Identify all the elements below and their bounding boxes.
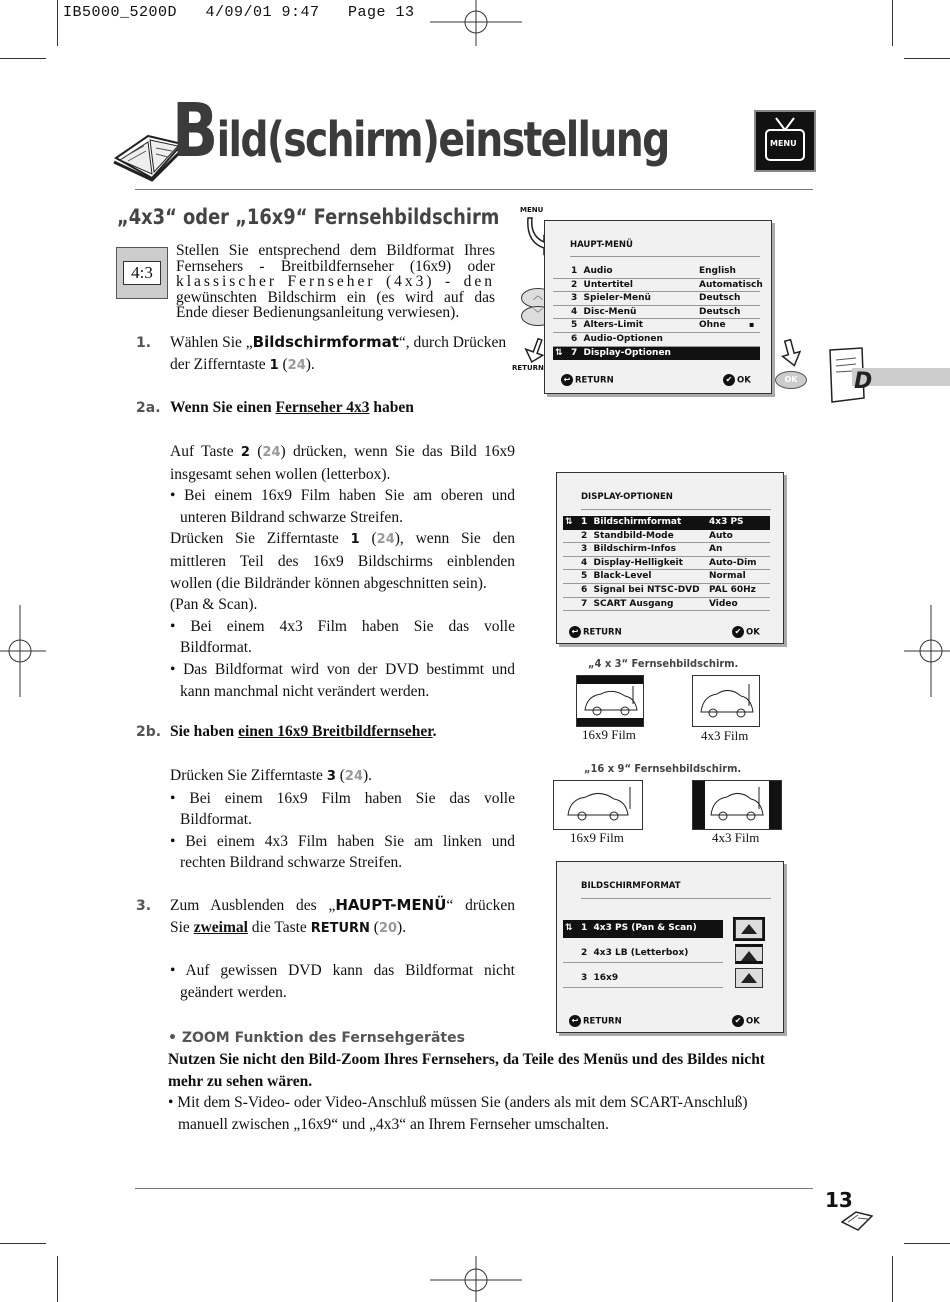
text: haben — [369, 399, 414, 416]
body-line: insgesamt sehen wollen (letterbox). — [170, 465, 391, 483]
tv-menu-icon — [754, 110, 816, 172]
menu-item-label: 1 Audio — [571, 266, 613, 276]
return-icon: ↩ — [569, 626, 581, 638]
key-label: 2 — [240, 445, 250, 460]
print-header: IB5000_5200D 4/09/01 9:47 Page 13 — [63, 4, 415, 21]
menu-item[interactable] — [553, 265, 760, 279]
text: zweimal — [193, 918, 248, 936]
menu-item-value: Auto — [709, 530, 733, 541]
title-rule — [135, 189, 813, 190]
body-line — [170, 765, 515, 788]
crop-mark — [0, 1243, 46, 1244]
menu-item-label: 2 Standbild-Mode — [581, 530, 674, 541]
page-number: 13 — [825, 1188, 853, 1212]
page-title — [172, 88, 669, 174]
up-down-arrows-icon: ⇅ — [565, 923, 573, 933]
menu-item[interactable] — [563, 945, 723, 963]
menu-item-value: 4x3 PS — [709, 517, 744, 527]
menu-item[interactable] — [563, 598, 770, 612]
down-arrow-icon — [780, 338, 804, 368]
menu-item-value: English — [699, 266, 736, 276]
figure-label: 4x3 Film — [712, 830, 760, 845]
text: . — [432, 723, 437, 740]
step-number: 2a. — [136, 400, 161, 416]
title-rest: ild(schirm)einstellung — [216, 112, 669, 168]
body-line: • Bei einem 4x3 Film haben Sie am linken und — [170, 832, 515, 850]
language-letter: D — [854, 369, 873, 394]
menu-item[interactable] — [553, 292, 760, 306]
intro-line: Fernsehers - Breitbildfernseher (16x9) oder — [176, 257, 495, 275]
menu-ok[interactable] — [732, 626, 760, 638]
step2b-body — [170, 765, 515, 874]
text: ), wenn Sie den — [394, 530, 516, 548]
step-number: 2b. — [136, 724, 162, 740]
menu-item-label: 6 Signal bei NTSC-DVD — [581, 584, 700, 595]
text: ). — [305, 355, 315, 373]
tv-screen-full — [692, 675, 760, 727]
key-label: RETURN — [310, 920, 370, 936]
menu-item[interactable] — [563, 570, 770, 584]
menu-title: BILDSCHIRMFORMAT — [581, 881, 681, 891]
menu-item[interactable] — [563, 920, 723, 938]
step3-text — [170, 895, 515, 1003]
menu-item-label: 1 Bildschirmformat — [581, 517, 682, 527]
body-line: • Bei einem 16x9 Film haben Sie das volle — [170, 789, 515, 807]
lock-icon: ▪ — [749, 320, 755, 330]
menu-item-value: Normal — [709, 571, 746, 582]
menu-item-label: 4 Display-Helligkeit — [581, 557, 683, 568]
check-icon: ✔ — [723, 374, 735, 386]
menu-item-label: 5 Alters-Limit — [571, 320, 644, 331]
return-arrow-icon — [522, 336, 546, 364]
body-line: wollen (die Bildränder können abgeschnitten sein). — [170, 574, 487, 592]
registration-mark-icon — [0, 605, 46, 697]
intro-line: gewünschten Bildschirm ein (es wird auf das — [176, 288, 495, 306]
section-heading: „4x3“ oder „16x9“ Fernsehbildschirm — [117, 205, 500, 229]
menu-item[interactable] — [563, 557, 770, 571]
menu-item-label: 3 Spieler-Menü — [571, 293, 651, 304]
crop-mark — [892, 1256, 893, 1302]
check-icon: ✔ — [732, 1015, 744, 1027]
key-ref: 24 — [376, 532, 395, 548]
ok-button[interactable]: OK — [775, 371, 807, 389]
text: Zum Ausblenden des „ — [170, 897, 336, 914]
menu-item-label: 4 Disc-Menü — [571, 306, 637, 317]
menu-item-label: 2 Untertitel — [571, 279, 633, 290]
zoom-note: manuell zwischen „16x9“ und „4x3“ an Ihrem Fernseher umschalten. — [178, 1115, 609, 1133]
text: ). — [363, 767, 373, 784]
remote-return-label: RETURN — [512, 364, 544, 372]
text: ( — [369, 918, 379, 936]
return-label: RETURN — [583, 627, 622, 638]
key-ref: 24 — [344, 769, 363, 784]
menu-item[interactable] — [553, 347, 760, 361]
menu-item[interactable] — [563, 584, 770, 598]
ok-label: OK — [737, 375, 751, 386]
book-icon — [840, 1206, 874, 1232]
zoom-section — [168, 1028, 814, 1135]
menu-item-label: 5 Black-Level — [581, 571, 652, 582]
body-line: • Das Bildformat wird von der DVD bestimmt und — [170, 660, 515, 678]
menu-item[interactable] — [553, 333, 760, 347]
text: “ drücken — [446, 897, 515, 914]
figure-label: 16x9 Film — [582, 727, 636, 742]
text: einen 16x9 Breitbildfernseher — [238, 723, 433, 740]
figure-caption: „16 x 9“ Fernsehbildschirm. — [584, 762, 742, 775]
tv-screen-wide — [553, 780, 643, 830]
note: geändert werden. — [180, 983, 287, 1001]
key-ref: 24 — [287, 357, 306, 373]
menu-title: DISPLAY-OPTIONEN — [581, 492, 673, 502]
step2b-heading — [170, 721, 437, 743]
menu-item-value: Auto-Dim — [709, 557, 757, 568]
intro-text — [176, 243, 495, 321]
step1-text — [170, 332, 515, 376]
menu-item-value: An — [709, 544, 723, 555]
crop-mark — [904, 1243, 950, 1244]
footer-rule — [135, 1188, 813, 1189]
menu-item-label: 7 Display-Optionen — [571, 347, 671, 358]
tv-menu-label: MENU — [770, 139, 797, 148]
menu-item[interactable] — [563, 530, 770, 544]
remote-menu-label: MENU — [520, 206, 544, 214]
widescreen-icon — [735, 968, 763, 988]
menu-item[interactable] — [553, 319, 760, 333]
text: Sie — [170, 918, 194, 936]
format-badge — [116, 247, 168, 299]
check-icon: ✔ — [732, 626, 744, 638]
menu-item-value: Video — [709, 598, 738, 609]
figure-label: 16x9 Film — [570, 830, 624, 845]
car-icon — [558, 785, 638, 825]
menu-return[interactable] — [561, 374, 614, 386]
text: ( — [278, 355, 288, 373]
body-line: unteren Bildrand schwarze Streifen. — [180, 508, 403, 526]
menu-ok[interactable] — [723, 374, 751, 386]
menu-item[interactable] — [553, 279, 763, 293]
registration-mark-icon — [904, 605, 950, 697]
text: ( — [359, 530, 377, 548]
menu-item[interactable] — [563, 543, 770, 557]
menu-item-label: 3 Bildschirm-Infos — [581, 544, 676, 555]
text: “, durch Drücken — [398, 334, 507, 351]
pan-scan-icon — [735, 919, 763, 939]
text: ( — [249, 443, 263, 460]
menu-ok[interactable] — [732, 1015, 760, 1027]
tv-screen-pillarbox — [692, 780, 782, 830]
text: die Taste — [247, 918, 311, 936]
body-line: Bildformat. — [180, 639, 252, 657]
body-line — [170, 528, 515, 551]
car-icon — [695, 682, 757, 722]
display-options-screen — [556, 472, 784, 644]
zoom-warning: Nutzen Sie nicht den Bild-Zoom Ihres Fernsehers, da Teile des Menüs und des Bildes nicht — [168, 1051, 765, 1068]
text: ) drücken, wenn Sie das Bild 16x9 — [280, 443, 515, 460]
body-line: (Pan & Scan). — [170, 596, 258, 614]
intro-line: Ende dieser Bedienungsanleitung verwiesen). — [176, 304, 460, 322]
down-button[interactable]: ﹀ — [521, 306, 555, 326]
body-line — [170, 441, 515, 464]
registration-mark-icon — [430, 1256, 522, 1302]
car-icon — [705, 785, 769, 825]
key-label: 1 — [269, 357, 279, 373]
letterbox-icon — [735, 944, 763, 964]
figure-caption: „4 x 3“ Fernsehbildschirm. — [588, 657, 739, 670]
registration-mark-icon — [430, 0, 522, 46]
key-ref: 24 — [262, 445, 281, 460]
text: Drücken Sie Zifferntaste — [170, 530, 351, 548]
tv-screen-letterbox — [576, 675, 644, 727]
step-number: 1. — [136, 335, 152, 351]
ok-label: OK — [746, 1016, 760, 1027]
up-down-arrows-icon: ⇅ — [555, 347, 563, 358]
car-icon — [579, 684, 641, 718]
body-line: • Bei einem 4x3 Film haben Sie das volle — [170, 617, 515, 635]
intro-line: klassischer Fernseher (4x3) - den — [176, 273, 495, 291]
menu-item-value: Automatisch — [699, 279, 763, 290]
menu-item-label: 3 16x9 — [581, 973, 619, 983]
term: HAUPT-MENÜ — [335, 896, 447, 914]
menu-item-label: 7 SCART Ausgang — [581, 598, 674, 609]
menu-item-value: PAL 60Hz — [709, 584, 756, 595]
step2a-body — [170, 441, 515, 702]
text: ). — [397, 918, 407, 936]
intro-line: Stellen Sie entsprechend dem Bildformat Ihres — [176, 242, 495, 259]
menu-item[interactable] — [553, 306, 760, 320]
text: Wählen Sie „ — [170, 334, 253, 351]
crop-mark — [0, 58, 46, 59]
crop-mark — [892, 0, 893, 46]
return-icon: ↩ — [561, 374, 573, 386]
body-line: Bildformat. — [180, 811, 252, 829]
up-down-arrows-icon: ⇅ — [565, 517, 573, 527]
zoom-heading: • ZOOM Funktion des Fernsehgerätes — [168, 1030, 465, 1046]
body-line: mittleren Teil des 16x9 Bildschirms einblenden — [170, 552, 515, 570]
menu-item[interactable] — [563, 970, 723, 988]
text: Fernseher 4x3 — [275, 399, 370, 416]
step-number: 3. — [136, 898, 152, 914]
return-label: RETURN — [583, 1016, 622, 1027]
step2a-heading — [170, 397, 414, 419]
menu-return[interactable] — [569, 626, 622, 638]
body-line: • Bei einem 16x9 Film haben Sie am oberen und — [170, 487, 515, 505]
title-initial: B — [172, 88, 217, 174]
figure-label: 4x3 Film — [701, 728, 749, 743]
text: Auf Taste — [170, 443, 241, 460]
menu-item-label: 1 4x3 PS (Pan & Scan) — [581, 923, 697, 933]
menu-item[interactable] — [563, 516, 770, 530]
key-ref: 20 — [378, 920, 398, 936]
crop-mark — [57, 1256, 58, 1302]
body-line: rechten Bildrand schwarze Streifen. — [180, 854, 403, 872]
menu-title: HAUPT-MENÜ — [570, 240, 633, 250]
return-label: RETURN — [575, 375, 614, 386]
menu-item-label: 6 Audio-Optionen — [571, 333, 663, 344]
text: der Zifferntaste — [170, 355, 270, 373]
crop-mark — [57, 0, 58, 46]
return-icon: ↩ — [569, 1015, 581, 1027]
text: ( — [335, 767, 345, 784]
key-label: 1 — [350, 532, 360, 548]
zoom-warning: mehr zu sehen wären. — [168, 1072, 313, 1090]
key-label: 3 — [326, 769, 336, 784]
screen-format-screen — [556, 861, 784, 1033]
menu-item-value: Deutsch — [699, 293, 741, 304]
note: • Auf gewissen DVD kann das Bildformat nicht — [170, 962, 515, 980]
term: Bildschirmformat — [252, 333, 399, 351]
crop-mark — [904, 58, 950, 59]
ok-label: OK — [746, 627, 760, 638]
menu-item-value: Deutsch — [699, 306, 741, 317]
haupt-menu-screen — [544, 220, 772, 394]
text: Drücken Sie Zifferntaste — [170, 767, 327, 784]
text: Wenn Sie einen — [170, 399, 276, 416]
menu-item-label: 2 4x3 LB (Letterbox) — [581, 948, 689, 958]
body-line: kann manchmal nicht verändert werden. — [180, 682, 430, 700]
zoom-note: • Mit dem S-Video- oder Video-Anschluß müssen Sie (anders als mit dem SCART-Anschluß) — [168, 1094, 748, 1112]
menu-item-value: Ohne — [699, 320, 726, 331]
up-button[interactable]: ︿ — [521, 288, 555, 308]
text: Sie haben — [170, 723, 239, 740]
format-badge-label: 4:3 — [123, 261, 161, 285]
menu-return[interactable] — [569, 1015, 622, 1027]
